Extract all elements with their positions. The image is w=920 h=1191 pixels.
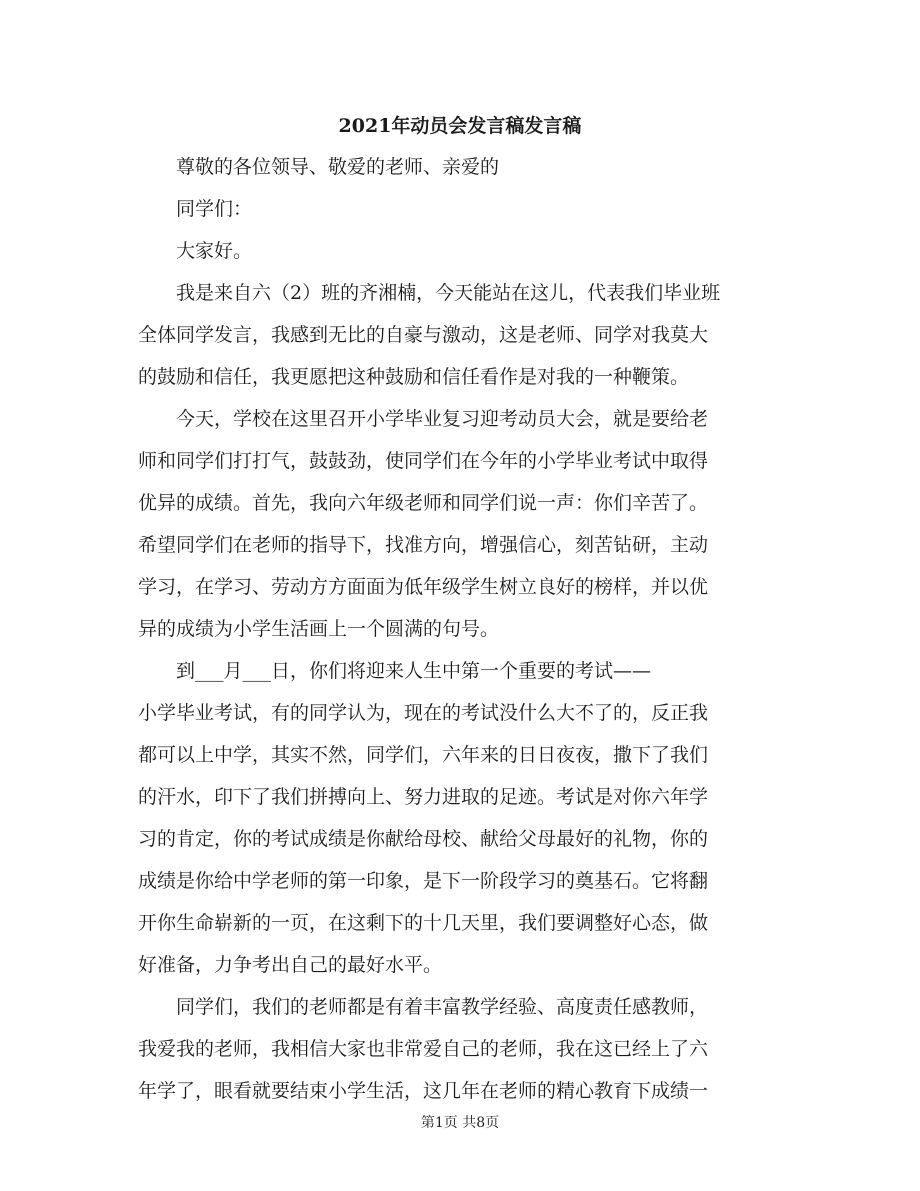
paragraph-line: 成绩是你给中学老师的第一印象，是下一阶段学习的奠基石。它将翻	[138, 870, 709, 892]
paragraph-line: 优异的成绩。首先，我向六年级老师和同学们说一声：你们辛苦了。	[138, 492, 709, 514]
paragraph-line: 我是来自六（2）班的齐湘楠，今天能站在这儿，代表我们毕业班	[176, 282, 721, 304]
paragraph-line: 习的肯定，你的考试成绩是你献给母校、献给父母最好的礼物，你的	[138, 828, 709, 850]
paragraph-line: 同学们，我们的老师都是有着丰富教学经验、高度责任感教师，	[176, 996, 709, 1018]
paragraph-line: 尊敬的各位领导、敬爱的老师、亲爱的	[176, 156, 500, 178]
paragraph-line: 希望同学们在老师的指导下，找准方向，增强信心，刻苦钻研，主动	[138, 534, 709, 556]
paragraph-line: 我爱我的老师，我相信大家也非常爱自己的老师，我在这已经上了六	[138, 1038, 709, 1060]
paragraph-line: 学习，在学习、劳动方方面面为低年级学生树立良好的榜样，并以优	[138, 576, 709, 598]
document-title: 2021年动员会发言稿发言稿	[338, 115, 582, 137]
paragraph-line: 开你生命崭新的一页，在这剩下的十几天里，我们要调整好心态，做	[138, 912, 709, 934]
paragraph-line: 好准备，力争考出自己的最好水平。	[138, 954, 443, 976]
paragraph-line: 全体同学发言，我感到无比的自豪与激动，这是老师、同学对我莫大	[138, 324, 709, 346]
page-number-footer: 第1页 共8页	[420, 1115, 500, 1131]
paragraph-line: 年学了，眼看就要结束小学生活，这几年在老师的精心教育下成绩一	[138, 1080, 709, 1102]
paragraph-line: 大家好。	[176, 240, 253, 262]
paragraph-line: 小学毕业考试，有的同学认为，现在的考试没什么大不了的，反正我	[138, 702, 709, 724]
paragraph-line: 同学们：	[176, 198, 253, 220]
paragraph-line: 师和同学们打打气，鼓鼓劲，使同学们在今年的小学毕业考试中取得	[138, 450, 709, 472]
paragraph-line: 的汗水，印下了我们拼搏向上、努力进取的足迹。考试是对你六年学	[138, 786, 709, 808]
paragraph-line: 都可以上中学，其实不然，同学们，六年来的日日夜夜，撒下了我们	[138, 744, 709, 766]
document-body	[138, 146, 778, 1112]
paragraph-line: 的鼓励和信任，我更愿把这种鼓励和信任看作是对我的一种鞭策。	[138, 366, 690, 388]
paragraph-line: 异的成绩为小学生活画上一个圆满的句号。	[138, 618, 500, 640]
paragraph-line: 到___月___日，你们将迎来人生中第一个重要的考试——	[176, 660, 652, 682]
paragraph-line: 今天，学校在这里召开小学毕业复习迎考动员大会，就是要给老	[176, 408, 709, 430]
